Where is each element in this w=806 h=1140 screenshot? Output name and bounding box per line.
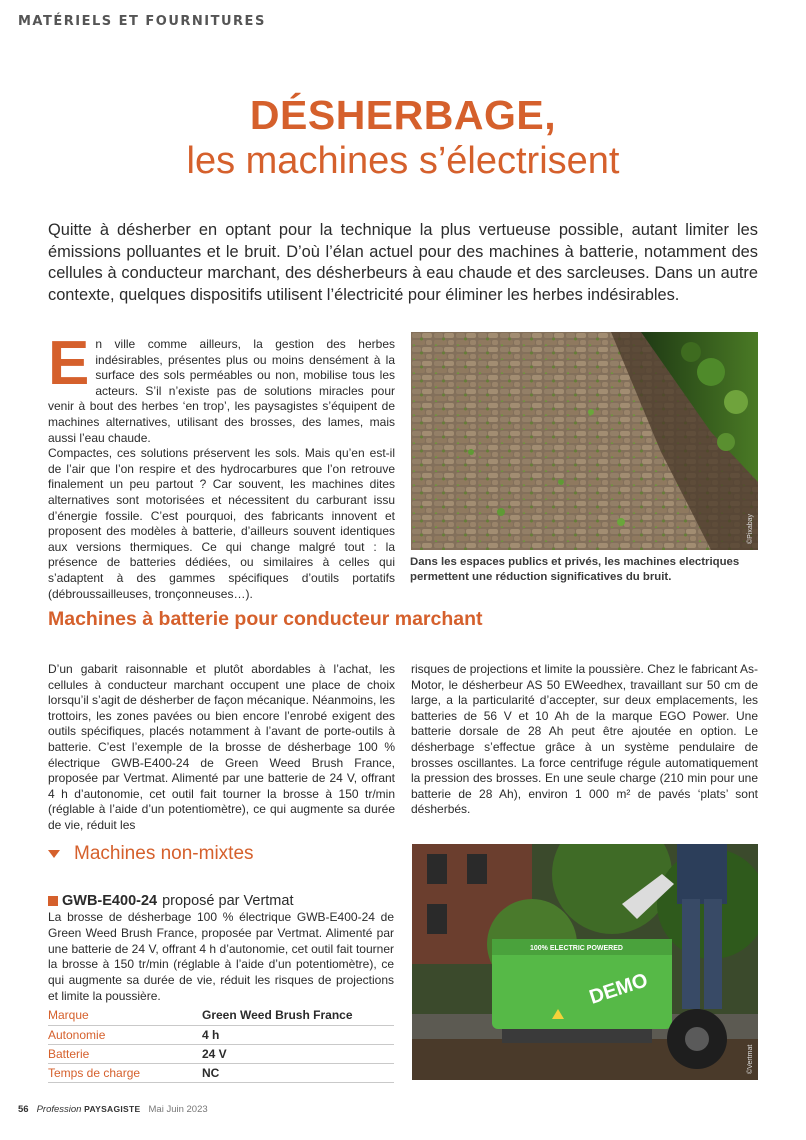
page-footer: [18, 1104, 208, 1115]
spec-value: Green Weed Brush France: [202, 1006, 394, 1025]
photo1-credit: ©Pixabay: [747, 513, 754, 544]
magazine-name-italic: Profession: [36, 1104, 82, 1115]
section-heading-non-mixed-label: Machines non-mixtes: [74, 843, 254, 864]
spec-value: 24 V: [202, 1044, 394, 1063]
section2-col1: D’un gabarit raisonnable et plutôt abordables à l’achat, les cellules à conducteur marchant occupent une place de choix lorsqu’il s’agit de désherber de façon mécanique. Néanmoins, les trottoirs, les zones pavées ou bien encore l’enrobé exigent des outils spécifiques, placés notamment à l’avant de porte-outils à batterie. C’est l’exemple de la brosse de désherbage 100 % électrique GWB-E400-24 de Green Weed Brush France, proposée par Vertmat. Alimenté par une batterie de 24 V, offrant 4 h d’autonomie, cet outil fait tourner la brosse à 150 tr/min (réglable à l’aide d’un potentiomètre), ce qui augmente sa durée de vie, réduit les: [48, 662, 395, 832]
body-paragraph-1: n ville comme ailleurs, la gestion des herbes indésirables, présentes plus ou moins densément à la surface des sols perméables ou non, mobilise tous les acteurs. S’il n’existe pas de solutions miracles pour venir à bout des herbes ‘en trop’, les paysagistes s’équipent de machines alternatives, utilisant des brosses, des lames, mais aussi l’eau chaude.: [48, 337, 395, 445]
spec-row: [48, 1044, 394, 1063]
spec-value: 4 h: [202, 1025, 394, 1044]
product-title: [48, 893, 293, 909]
cobblestone-image: [411, 332, 758, 550]
magazine-name-bold: PAYSAGISTE: [84, 1104, 141, 1114]
section-heading-battery: Machines à batterie pour conducteur marchant: [48, 608, 483, 630]
weed-brush-photo: [412, 844, 758, 1080]
spec-row: [48, 1006, 394, 1025]
spec-key: Marque: [48, 1006, 202, 1025]
article-body: [48, 329, 395, 602]
machine-band-text: 100% ELECTRIC POWERED: [530, 945, 623, 952]
cobblestone-photo: [411, 332, 758, 550]
photo2-credit: ©Vertmat: [747, 1044, 754, 1074]
machine-demo-text: DEMO: [586, 969, 651, 1009]
weed-brush-image: [412, 844, 758, 1080]
product-vendor: proposé par Vertmat: [162, 893, 294, 909]
body-paragraph-2: Compactes, ces solutions préservent les sols. Mais qu’en est-il de l’air que l’on respire et des hydrocarbures que l’on retrouve finalement un peu partout ? Car souvent, les machines dites alternatives sont motorisées et nécessitent du carburant issu d’énergie fossile. C’est pourquoi, des fabricants innovent et proposent des modèles à batterie, d’ailleurs souvent identiques aux versions thermiques. Ce qui change malgré tout : la présence de batteries dédiées, ou similaires à celles qui s’adaptent à des gammes spécifiques d’outils portatifs (débroussailleuses, tronçonneuses…).: [48, 446, 395, 601]
page-number: 56: [18, 1104, 29, 1115]
intro-paragraph: Quitte à désherber en optant pour la technique la plus vertueuse possible, autant limiter les émissions polluantes et le bruit. D’où l’élan actuel pour des machines à batterie, notamment des cellules à conducteur marchant, des désherbeurs à eau chaude et des sarcleuses. Dans un autre contexte, quelques dispositifs utilisent l’électricité pour éliminer les herbes indésirables.: [48, 221, 758, 304]
article-title: DÉSHERBAGE,: [249, 92, 557, 138]
section-heading-non-mixed: [48, 843, 254, 865]
spec-key: Batterie: [48, 1044, 202, 1063]
spec-value: NC: [202, 1063, 394, 1082]
drop-cap: E: [48, 329, 90, 398]
section2-col2: risques de projections et limite la poussière. Chez le fabricant As-Motor, le désherbeur AS 50 EWeedhex, travaillant sur 50 cm de large, a la particularité d’accepter, sur deux emplacements, les batteries de 56 V et 10 Ah de la marque EGO Power. Une batterie dorsale de 28 Ah peut être ajoutée en option. Le désherbage s’effectue grâce à un système pendulaire de brosses oscillantes. La force centrifuge régule automatiquement la pression des brosses. En une seule charge (210 min pour une batterie de 28 Ah), environ 1 000 m² de pavés ‘plats’ sont désherbés.: [411, 662, 758, 817]
section-label: MATÉRIELS ET FOURNITURES: [18, 14, 266, 29]
spec-key: Temps de charge: [48, 1063, 202, 1082]
article-subtitle: les machines s’électrisent: [186, 140, 620, 182]
triangle-down-icon: [48, 850, 60, 858]
product-model: GWB-E400-24: [62, 893, 158, 909]
spec-row: [48, 1063, 394, 1082]
spec-row: [48, 1025, 394, 1044]
photo1-caption: Dans les espaces publics et privés, les machines electriques permettent une réduction significatives du bruit.: [410, 556, 740, 583]
magazine-name: [37, 1104, 141, 1115]
square-bullet-icon: [48, 896, 58, 906]
spec-table: [48, 1006, 394, 1083]
product-description: La brosse de désherbage 100 % électrique GWB-E400-24 de Green Weed Brush France, proposée par Vertmat. Alimenté par une batterie de 24 V, offrant 4 h d’autonomie, cet outil fait tourner la brosse à 150 tr/min (réglable à l’aide d’un potentiomètre), ce qui augmente sa durée de vie, réduit les risques de projections et limite la poussière.: [48, 910, 394, 1003]
spec-key: Autonomie: [48, 1025, 202, 1044]
issue-date: Mai Juin 2023: [148, 1104, 208, 1115]
